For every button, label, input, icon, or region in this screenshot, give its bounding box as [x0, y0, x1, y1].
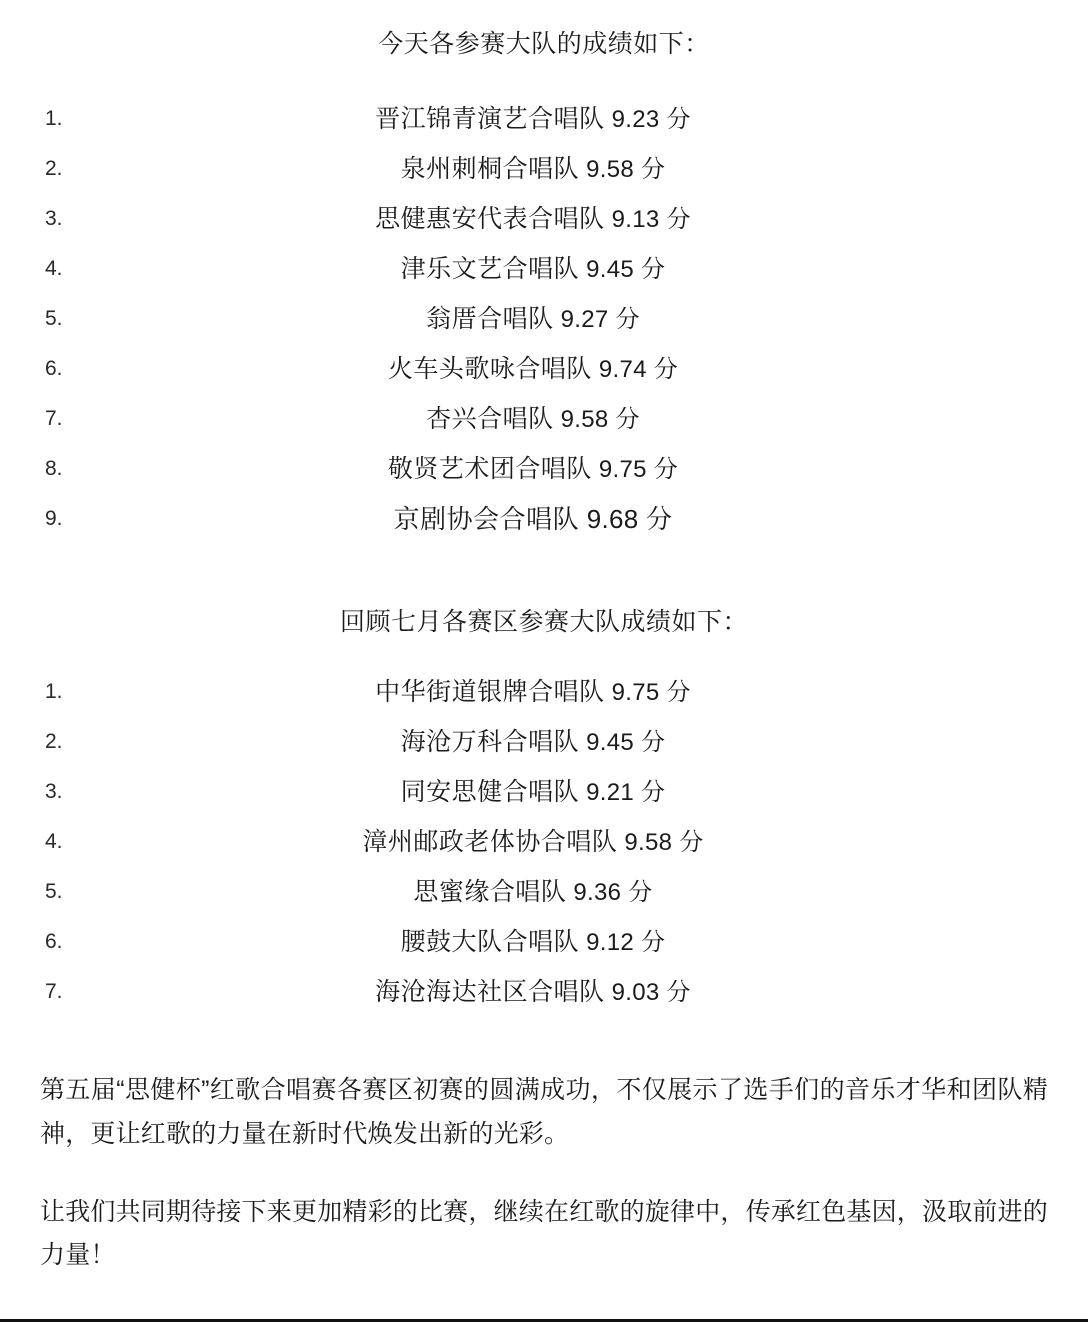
team-name: 杏兴合唱队 [426, 404, 554, 433]
team-name: 同安思健合唱队 [400, 778, 580, 806]
list-item [40, 494, 1048, 544]
list-item [40, 244, 1048, 294]
team-name: 敬贤艺术团合唱队 [387, 454, 592, 483]
list-item-entry [40, 867, 1048, 918]
paragraph: 让我们共同期待接下来更加精彩的比赛，继续在红歌的旋律中，传承红色基因，汲取前进的力量！ [40, 1197, 1049, 1270]
team-score: 9.21 分 [579, 779, 666, 806]
list-item-entry [40, 294, 1048, 345]
list-item-number: 6. [45, 356, 63, 380]
list-item-entry [40, 817, 1048, 868]
list-item-number: 1. [45, 106, 63, 130]
list-item [40, 194, 1048, 244]
list-item-number: 3. [45, 206, 63, 230]
list-item-entry [40, 917, 1048, 968]
list-item [40, 444, 1048, 494]
list-item-number: 2. [45, 156, 63, 180]
closing-paragraphs [40, 1069, 1048, 1278]
score-list-july [40, 667, 1048, 1017]
list-item-entry [40, 444, 1048, 495]
team-score: 9.75 分 [591, 455, 679, 483]
team-name: 思健惠安代表合唱队 [375, 204, 605, 233]
list-item-number: 2. [45, 730, 63, 753]
team-score: 9.45 分 [579, 729, 666, 756]
team-score: 9.74 分 [591, 355, 679, 383]
list-item-number: 9. [45, 506, 63, 530]
team-score: 9.27 分 [553, 305, 640, 333]
list-item-entry [40, 717, 1048, 768]
list-item [40, 394, 1048, 444]
team-score: 9.75 分 [604, 679, 691, 706]
list-item-entry [40, 767, 1048, 818]
list-item [40, 144, 1048, 194]
score-list-today [40, 94, 1048, 544]
team-name: 津乐文艺合唱队 [400, 254, 580, 283]
list-item [40, 717, 1048, 767]
team-name: 腰鼓大队合唱队 [400, 928, 580, 956]
list-item [40, 344, 1048, 394]
list-item-number: 7. [45, 980, 63, 1003]
list-item [40, 667, 1048, 717]
list-item-number: 4. [45, 830, 63, 853]
paragraph: 第五届“思健杯”红歌合唱赛各赛区初赛的圆满成功，不仅展示了选手们的音乐才华和团队精神，更让红歌的力量在新时代焕发出新的光彩。 [40, 1076, 1048, 1148]
team-name: 京剧协会合唱队 [393, 503, 580, 534]
list-item-entry [40, 494, 1048, 546]
list-item-entry [40, 344, 1048, 395]
team-name: 火车头歌咏合唱队 [387, 354, 592, 383]
list-item-number: 1. [45, 680, 63, 703]
team-name: 晋江锦青演艺合唱队 [375, 104, 605, 133]
team-score: 9.12 分 [579, 929, 666, 956]
team-name: 海沧海达社区合唱队 [375, 978, 605, 1006]
team-score: 9.68 分 [579, 503, 673, 534]
team-score: 9.13 分 [604, 205, 691, 233]
list-item-entry [40, 394, 1048, 445]
list-item-entry [40, 94, 1048, 145]
list-item-entry [40, 667, 1048, 718]
section-heading-today: 今天各参赛大队的成绩如下： [378, 30, 710, 58]
list-item-number: 5. [45, 880, 63, 903]
team-name: 泉州刺桐合唱队 [400, 154, 580, 183]
team-score: 9.58 分 [617, 829, 704, 856]
list-item-entry [40, 194, 1048, 245]
team-name: 中华街道银牌合唱队 [375, 678, 605, 706]
list-item-number: 5. [45, 306, 63, 330]
team-score: 9.58 分 [553, 405, 640, 433]
team-name: 思蜜缘合唱队 [413, 878, 567, 906]
list-item-number: 4. [45, 256, 63, 280]
team-score: 9.03 分 [604, 979, 691, 1006]
list-item [40, 94, 1048, 144]
team-name: 漳州邮政老体协合唱队 [362, 828, 618, 856]
team-score: 9.36 分 [566, 879, 653, 906]
list-item [40, 767, 1048, 817]
list-item-number: 8. [45, 456, 63, 480]
team-name: 海沧万科合唱队 [400, 728, 580, 756]
list-item-number: 7. [45, 406, 63, 430]
team-score: 9.58 分 [579, 155, 666, 183]
team-score: 9.45 分 [579, 255, 666, 283]
list-item-entry [40, 144, 1048, 195]
list-item-number: 3. [45, 780, 63, 803]
list-item-entry [40, 967, 1048, 1018]
list-item-number: 6. [45, 930, 63, 953]
list-item [40, 867, 1048, 917]
list-item-entry [40, 244, 1048, 295]
list-item [40, 967, 1048, 1017]
list-item [40, 294, 1048, 344]
team-name: 翁厝合唱队 [426, 304, 554, 333]
list-item [40, 817, 1048, 867]
section-heading-july: 回顾七月各赛区参赛大队成绩如下： [339, 607, 748, 636]
team-score: 9.23 分 [604, 105, 691, 133]
list-item [40, 917, 1048, 967]
